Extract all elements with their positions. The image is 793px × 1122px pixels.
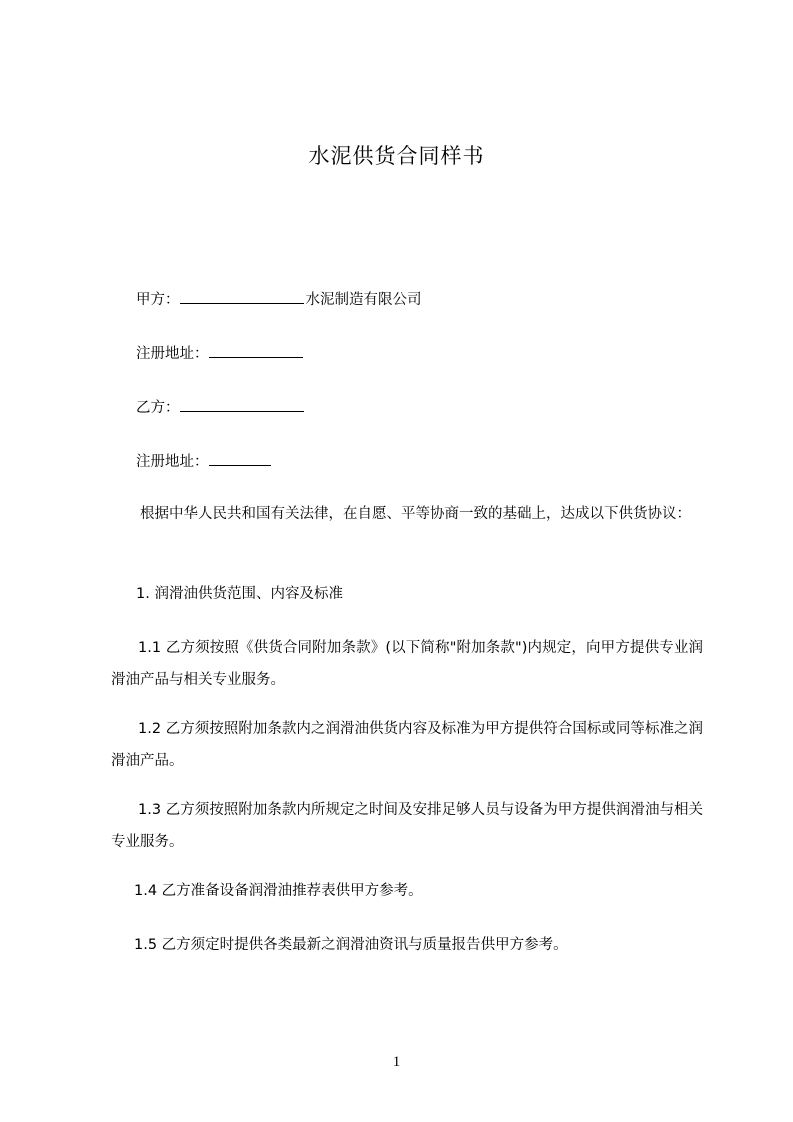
intro-paragraph	[111, 498, 703, 530]
party-b-label: 乙方：	[136, 400, 180, 416]
party-b-address-blank	[209, 451, 271, 466]
intro-text: 根据中华人民共和国有关法律，在自愿、平等协商一致的基础上，达成以下供货协议：	[140, 506, 691, 522]
party-a-label: 甲方：	[136, 292, 180, 308]
party-b-blank	[180, 397, 304, 412]
document-title: 水泥供货合同样书	[308, 144, 485, 168]
section-1-heading: 1. 润滑油供货范围、内容及标准	[136, 586, 343, 602]
clause-number: 1.1	[138, 640, 162, 656]
clause-1-1	[111, 632, 703, 696]
party-a-value: 水泥制造有限公司	[305, 292, 422, 308]
party-b-address-line	[136, 451, 273, 473]
party-a-line	[136, 289, 422, 311]
clause-text: 乙方须按照附加条款内所规定之时间及安排足够人员与设备为甲方提供润滑油与相关专业服务。	[111, 802, 704, 850]
clause-number: 1.3	[138, 802, 162, 818]
clause-text: 乙方准备设备润滑油推荐表供甲方参考。	[161, 883, 423, 899]
party-a-address-line	[136, 343, 305, 365]
clause-1-3	[111, 794, 703, 858]
party-a-blank	[180, 289, 304, 304]
party-b-address-label: 注册地址：	[136, 454, 209, 470]
clause-1-2	[111, 713, 703, 777]
clause-1-4	[111, 875, 703, 907]
clause-text: 乙方须按照附加条款内之润滑油供货内容及标准为甲方提供符合国标或同等标准之润滑油产品。	[111, 721, 704, 769]
clause-number: 1.5	[134, 937, 158, 953]
clause-number: 1.2	[138, 721, 162, 737]
party-a-address-label: 注册地址：	[136, 346, 209, 362]
clause-1-5	[111, 929, 703, 961]
party-b-line	[136, 397, 306, 419]
clause-text: 乙方须定时提供各类最新之润滑油资讯与质量报告供甲方参考。	[161, 937, 568, 953]
party-a-address-blank	[209, 343, 303, 358]
clause-text: 乙方须按照《供货合同附加条款》(以下简称"附加条款")内规定，向甲方提供专业润滑油产品与相关专业服务。	[111, 640, 703, 688]
page-number: 1	[392, 1054, 401, 1070]
clause-number: 1.4	[134, 883, 158, 899]
